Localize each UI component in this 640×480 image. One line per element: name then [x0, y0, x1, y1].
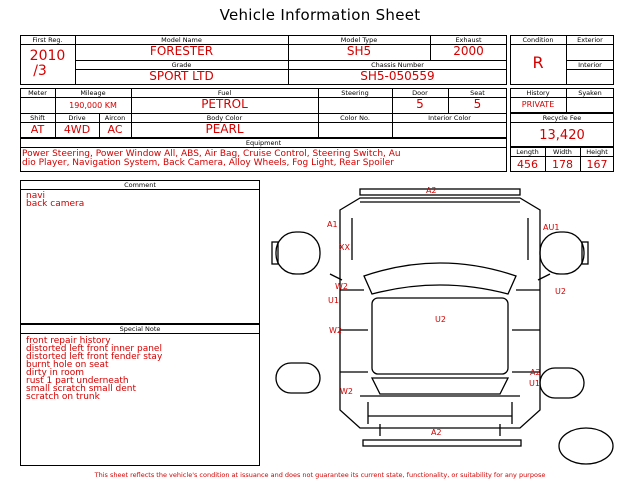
exterior-label: Exterior [577, 36, 603, 44]
door-value: 5 [416, 97, 424, 111]
special-note-label: Special Note [119, 325, 161, 333]
color-no-label: Color No. [340, 114, 370, 122]
first-reg-month: /3 [33, 63, 47, 79]
special-note-text [26, 337, 162, 401]
damage-mark-u2-center: U2 [435, 315, 446, 324]
damage-mark-u1-left: U1 [328, 296, 339, 305]
equipment-line: Power Steering, Power Window All, ABS, Air Bag, Cruise Control, Steering Switch, Au [22, 149, 401, 159]
mileage-label: Mileage [80, 89, 106, 97]
special-note-line: burnt hole on seat [26, 360, 109, 370]
damage-mark-a1: A1 [327, 220, 338, 229]
special-note-line: small scratch small dent [26, 384, 137, 394]
wheel-rear-left [276, 363, 320, 393]
disclaimer-footer: This sheet reflects the vehicle's condition at issuance and does not guarantee its current state, functionality, or suitability for any purpose [94, 471, 546, 479]
grade-value: SPORT LTD [149, 69, 214, 83]
history-value: PRIVATE [521, 100, 555, 109]
body-color-label: Body Color [206, 114, 243, 122]
wheel-rear-right [540, 368, 584, 398]
equipment-label: Equipment [245, 139, 282, 147]
equipment-text [22, 150, 506, 168]
condition-value: R [532, 53, 544, 72]
height-value: 167 [586, 158, 608, 171]
seat-value: 5 [473, 97, 482, 111]
recycle-fee-value: 13,420 [539, 128, 585, 143]
first-reg-label: First Reg. [32, 36, 63, 44]
comment-text [26, 192, 84, 208]
damage-mark-a2-right: A2 [530, 368, 541, 377]
special-note-line: rust 1 part underneath [26, 376, 129, 386]
damage-mark-xx: XX [339, 243, 350, 252]
special-note-line: distorted left front inner panel [26, 344, 162, 354]
comment-line: back camera [26, 199, 85, 209]
aircon-value: AC [107, 123, 123, 136]
seat-label: Seat [470, 89, 485, 97]
damage-mark-u1-right: U1 [529, 379, 540, 388]
fuel-value: PETROL [201, 97, 248, 111]
spare-wheel [559, 428, 613, 464]
exhaust-value: 2000 [453, 44, 484, 58]
comment-line: navi [26, 191, 46, 201]
aircon-label: Aircon [104, 114, 126, 122]
first-reg-year: 2010 [29, 48, 66, 64]
special-note-line: scratch on trunk [26, 392, 100, 402]
model-name-value: FORESTER [149, 44, 214, 58]
damage-mark-au1: AU1 [543, 223, 560, 232]
length-label: Length [516, 148, 539, 156]
width-label: Width [553, 148, 572, 156]
special-note-line: front repair history [26, 336, 111, 346]
rear-window [372, 378, 508, 394]
history-label: History [526, 89, 550, 97]
car-damage-diagram [268, 180, 618, 468]
syaken-label: Syaken [578, 89, 602, 97]
drive-label: Drive [68, 114, 86, 122]
special-note-line: distorted left front fender stay [26, 352, 163, 362]
mileage-value: 190,000 KM [69, 101, 117, 110]
fuel-label: Fuel [217, 89, 232, 97]
model-type-value: SH5 [346, 44, 372, 58]
shift-value: AT [30, 123, 45, 136]
equipment-line: dio Player, Navigation System, Back Camera, Alloy Wheels, Fog Light, Rear Spoiler [22, 158, 394, 168]
chassis-number-value: SH5-050559 [360, 69, 435, 83]
front-bumper [360, 189, 520, 195]
damage-mark-a2-rear: A2 [431, 428, 442, 437]
drive-value: 4WD [63, 123, 91, 136]
wheel-front-right [540, 232, 584, 274]
page-title: Vehicle Information Sheet [219, 6, 421, 24]
special-note-line: dirty in room [26, 368, 84, 378]
wheel-front-left [276, 232, 320, 274]
meter-label: Meter [28, 89, 47, 97]
interior-label: Interior [578, 61, 602, 69]
length-value: 456 [517, 158, 538, 171]
comment-label: Comment [124, 181, 156, 189]
grade-label: Grade [171, 61, 192, 69]
damage-mark-w2-left-mid: W2 [329, 326, 342, 335]
width-value: 178 [552, 158, 573, 171]
model-type-label: Model Type [340, 36, 378, 44]
model-name-label: Model Name [161, 36, 202, 44]
chassis-number-label: Chassis Number [371, 61, 424, 69]
steering-label: Steering [341, 89, 369, 97]
windshield [364, 263, 516, 294]
interior-color-label: Interior Color [428, 114, 471, 122]
door-label: Door [412, 89, 428, 97]
shift-label: Shift [30, 114, 45, 122]
rear-bumper [363, 440, 521, 446]
height-label: Height [586, 148, 608, 156]
damage-mark-u2-right: U2 [555, 287, 566, 296]
damage-mark-a2-front: A2 [426, 186, 437, 195]
body-color-value: PEARL [205, 122, 244, 136]
damage-mark-w2-left-upper: W2 [335, 282, 348, 291]
recycle-fee-label: Recycle Fee [542, 114, 582, 122]
condition-label: Condition [522, 36, 554, 44]
roof [372, 298, 508, 374]
exhaust-label: Exhaust [455, 36, 482, 44]
damage-mark-w2-left-lower: W2 [340, 387, 353, 396]
